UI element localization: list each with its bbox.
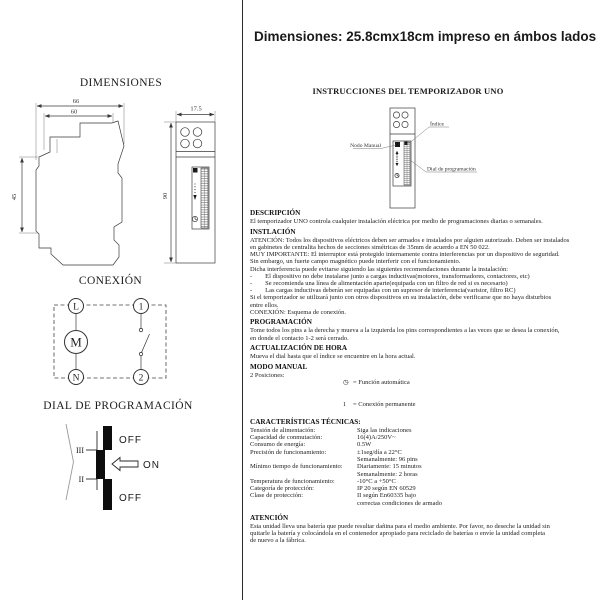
auto-mode-text: = Función automática (353, 379, 410, 387)
instalacion-line: Sin embargo, un fuerte campo magnético puede interferir con el funcionamiento. (250, 258, 461, 266)
dim-side-height: 45 (11, 193, 18, 201)
dim-front-height: 90 (162, 192, 169, 200)
terminal-n-label: N (72, 373, 80, 384)
spec-row (250, 456, 597, 463)
modo-manual-row (250, 372, 597, 415)
dial-direction-arrow (193, 183, 196, 200)
motor-label: M (70, 334, 82, 350)
dial-segment-on (96, 450, 105, 479)
modo-manual-label: 2 Posiciones: (250, 372, 285, 380)
manual-mode-callout-label: Nodo Manual (350, 143, 381, 149)
spec-value: Semanalmente: 2 horas (357, 470, 418, 478)
auto-clock-icon: ◷ (343, 379, 349, 387)
spec-row (250, 485, 597, 492)
dial-diagram (0, 415, 242, 520)
permanent-mode-text: = Conexión permanente (353, 400, 416, 408)
spec-value: Siga las indicaciones (357, 426, 412, 434)
atencion-line: quitarle la batería y colocándola en el contenedor apropiado para reciclado de baterías o envíe la unidad completa (250, 530, 546, 538)
spec-row (250, 449, 597, 456)
spec-label: Precisión de funcionamiento: (250, 448, 327, 456)
dial-segment-off-bottom (103, 479, 112, 510)
instalacion-line: CONEXIÓN: Esquema de conexión. (250, 308, 347, 316)
spec-row (250, 492, 597, 499)
spec-value: ±1seg/día a 22°C (357, 448, 402, 456)
page-title: Dimensiones: 25.8cmx18cm impreso en ámbos lados (254, 29, 597, 44)
clock-icon-small (395, 173, 399, 177)
spec-row (250, 441, 597, 448)
spec-value: IP 20 según EN 60529 (357, 485, 416, 493)
manual-mode-switch-mark (395, 142, 400, 147)
spec-label (250, 500, 357, 507)
side-view-drawing (11, 98, 124, 265)
index-pointer-mark (405, 142, 408, 146)
section-heading-descripcion: DESCRIPCIÓN (250, 209, 301, 217)
spec-label: Temperatura de funcionamiento: (250, 477, 335, 485)
connection-heading: CONEXIÓN (78, 275, 143, 287)
spec-value: Diariamente: 15 minutos (357, 463, 422, 471)
spec-row (250, 478, 597, 485)
actualizacion-body: Mueva el dial hasta que el índice se encuentre en la hora actual. (250, 353, 416, 361)
dim-front-width: 17.5 (190, 105, 202, 113)
spec-value: -10°C a +50°C (357, 477, 396, 485)
spec-label: Capacidad de conmutación: (250, 434, 323, 442)
spec-label: Mínimo tiempo de funcionamiento: (250, 463, 343, 471)
instalacion-bullet: - El dispositivo no debe instalarse junto a cargas inductivas(motores, transformadores, contactores, etc) (250, 272, 530, 280)
terminal-l-label: L (73, 302, 79, 313)
instalacion-line: MUY IMPORTANTE: El interruptor está protegido internamente contra interferencias por un dispositivo de seguridad. (250, 251, 560, 259)
manual-switch-mark (193, 168, 198, 173)
instalacion-line: Dicha interferencia puede evitarse siguiendo las siguientes recomendaciones durante la instalación: (250, 265, 509, 273)
instructions-text-column (250, 209, 597, 545)
instalacion-line: entre ellos. (250, 301, 279, 309)
section-heading-caracteristicas: CARACTERÍSTICAS TÉCNICAS: (250, 417, 361, 426)
connection-diagram (0, 290, 242, 395)
instalacion-bullet: - Las cargas inductivas deberán ser equipadas con un supresor de interferencia(varistor, filtro RC) (250, 287, 516, 295)
spec-value: Semanalmente: 96 pins (357, 455, 418, 463)
instalacion-line: en gabinetes de centralita hechos de secciones simétricas de 35mm de acuerdo a EN 50 022. (250, 243, 490, 251)
modo-manual-definitions (330, 372, 416, 415)
section-heading-programacion: PROGRAMACIÓN (250, 318, 312, 327)
dimensions-drawing (0, 90, 242, 275)
spec-row (250, 427, 597, 434)
programacion-line: Tome todos los pins a la derecha y mueva a la izquierda los pins correspondientes a las veces que se desea la conexión, (250, 327, 560, 335)
programacion-line: en donde el contacto 1-2 será cerrado. (250, 334, 349, 342)
terminal-2-label: 2 (138, 373, 144, 384)
dial-on-label: ON (143, 460, 160, 471)
spec-row (250, 471, 597, 478)
terminal-1-label: 1 (138, 302, 144, 313)
dial-move-arrow (396, 151, 399, 166)
device-callout-diagram (330, 100, 580, 212)
dimensions-heading: DIMENSIONES (79, 77, 163, 89)
spec-row (250, 434, 597, 441)
spec-label (250, 456, 357, 463)
dim-inner-width: 60 (70, 108, 78, 116)
spec-label: Categoría de protección: (250, 485, 314, 493)
instructions-heading: INSTRUCCIONES DEL TEMPORIZADOR UNO (312, 86, 504, 96)
dial-brace (66, 424, 74, 500)
front-view-drawing (162, 106, 215, 264)
dial-off-bottom-label: OFF (119, 493, 142, 504)
atencion-line: de nuevo a la fábrica. (250, 537, 306, 545)
mark-ii-label: II (78, 475, 84, 484)
atencion-line: Esta unidad lleva una batería que puede resultar dañina para el medio ambiente. Por favor, no deseche la unidad sin (250, 523, 550, 531)
spec-value: 16(4)A/250V~ (357, 434, 396, 442)
permanent-mode-number: 1 (343, 400, 347, 408)
spec-row (250, 500, 597, 507)
spec-label (250, 471, 357, 478)
instalacion-line: ATENCIÓN: Todos los dispositivos eléctricos deben ser armados e instalados por alguien autorizado. Deben ser instalados (250, 236, 570, 244)
spec-label: Consumo de energía: (250, 441, 306, 449)
section-heading-actualizacion: ACTUALIZACIÓN DE HORA (250, 344, 348, 353)
mark-iii-label: III (76, 446, 84, 455)
clock-icon (192, 216, 197, 221)
instalacion-bullet: - Se recomienda una línea de alimentación aparte(equipada con un filtro de red si es necesario) (250, 279, 508, 287)
spec-value: correctas condiciones de armado (357, 499, 443, 507)
on-arrow-icon (112, 458, 138, 471)
descripcion-body: El temporizador UNO controla cualquier instalación eléctrica por medio de programaciones diarias o semanales. (250, 218, 543, 225)
dial-heading: DIAL DE PROGRAMACIÓN (43, 400, 193, 412)
section-heading-atencion: ATENCIÓN (250, 514, 289, 523)
dial-off-top-label: OFF (119, 435, 142, 446)
dial-segment-off-top (103, 426, 112, 450)
instalacion-line: Si el temporizador se utilizará junto con otros dispositivos en su instalación, debe verificarse que no haya disturbios (250, 294, 552, 302)
spec-row (250, 463, 597, 470)
dim-outer-width: 66 (72, 98, 80, 105)
spec-value: II según En60335 bajo (357, 492, 417, 500)
section-heading-modo-manual: MODO MANUAL (250, 363, 308, 372)
dial-callout-label: Dial de programación (427, 166, 476, 173)
spec-label: Tensión de alimentación: (250, 426, 316, 434)
section-heading-instalacion: INSTLACIÓN (250, 227, 296, 236)
spec-value: 0.5W (357, 441, 372, 449)
index-callout-label: Índice (430, 121, 444, 128)
spec-label: Clase de protección: (250, 492, 304, 500)
switch-symbol (139, 328, 149, 355)
